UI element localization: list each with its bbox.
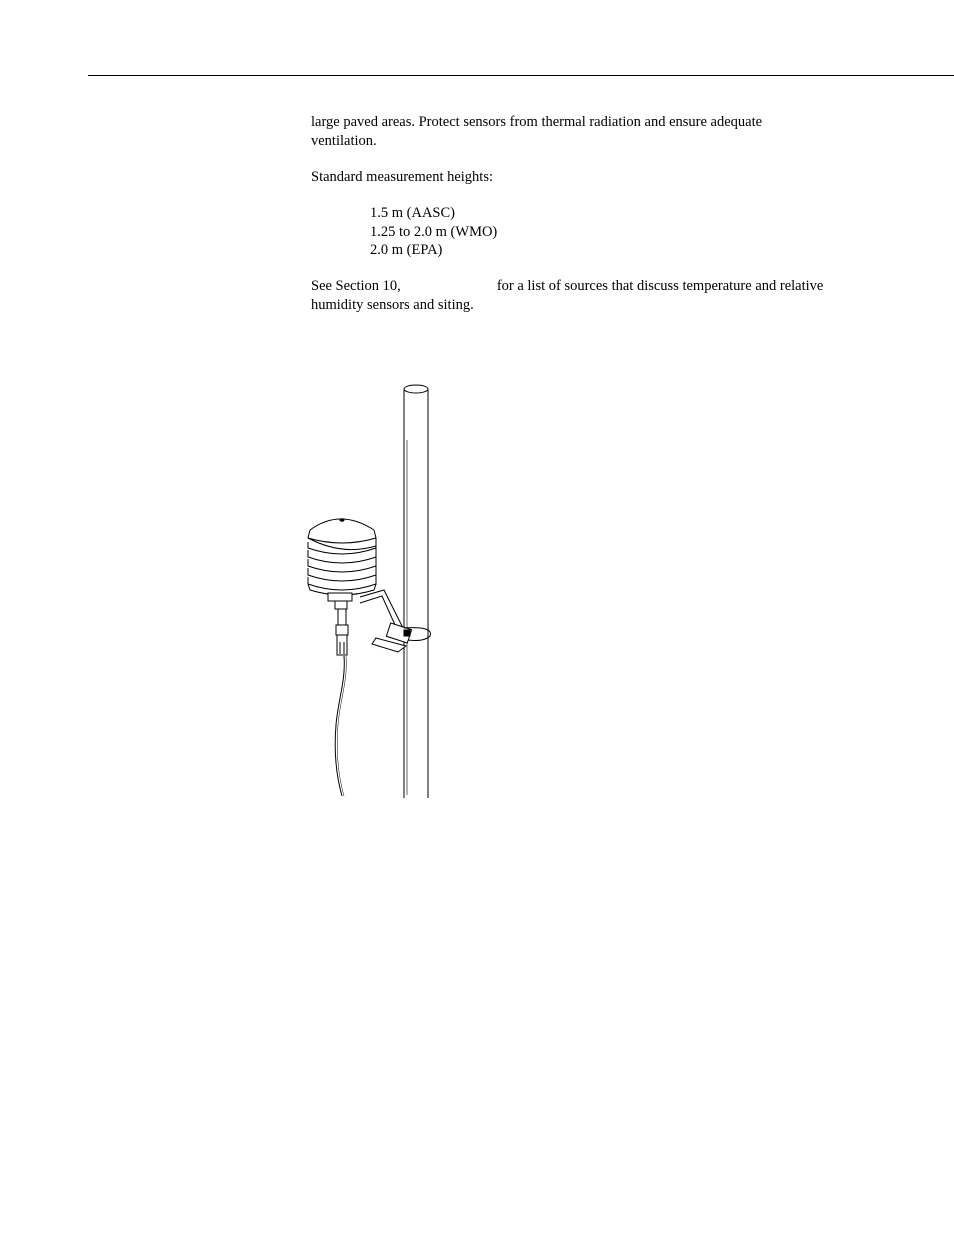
height-item-wmo: 1.25 to 2.0 m (WMO) (370, 223, 498, 240)
references-tail: for a list of sources that discuss temperature and relative humidity sensors and siting. (311, 278, 824, 313)
sensor-cable (335, 656, 344, 796)
mounting-arm (360, 590, 430, 652)
references-lead: See Section 10, (311, 278, 401, 294)
height-item-epa: 2.0 m (EPA) (370, 242, 443, 258)
paragraph-heights-intro: Standard measurement heights: (311, 169, 494, 185)
heights-list (370, 204, 497, 260)
paragraph-siting: large paved areas. Protect sensors from thermal radiation and ensure adequate ventilation. (311, 114, 763, 149)
header-rule (88, 75, 954, 76)
height-item-aasc: 1.5 m (AASC) (370, 205, 455, 221)
sensor-mount-illustration (300, 380, 450, 800)
mast-pipe (404, 385, 428, 798)
paragraph-references (311, 277, 831, 314)
sensor-probe (336, 609, 348, 655)
